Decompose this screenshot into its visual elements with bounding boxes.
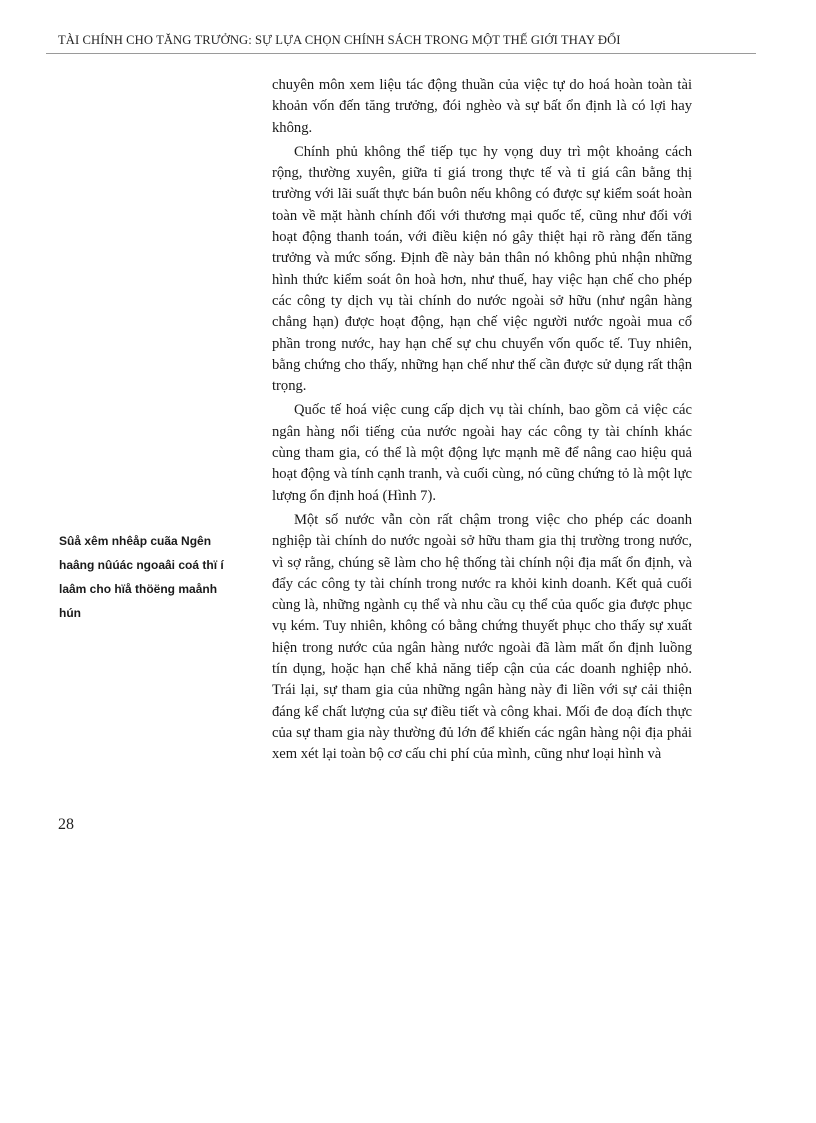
running-header: TÀI CHÍNH CHO TĂNG TRƯỞNG: SỰ LỰA CHỌN CHÍNH SÁCH TRONG MỘT THẾ GIỚI THAY ĐỔI (58, 33, 621, 47)
margin-note (59, 529, 259, 625)
paragraph-1: chuyên môn xem liệu tác động thuần của việc tự do hoá hoàn toàn tài khoản vốn đến tăng trưởng, đói nghèo và sự bất ổn định là có lợi hay không. (272, 77, 692, 136)
margin-note-line: hún (59, 606, 81, 620)
body-text (272, 75, 692, 769)
margin-note-line: laâm cho hïå thöëng maånh (59, 582, 218, 596)
paragraph-4: Một số nước vẫn còn rất chậm trong việc cho phép các doanh nghiệp tài chính do nước ngoài sở hữu tham gia thị trường trong nước, vì sợ rằng, chúng sẽ làm cho hệ thống tài chính nội địa mất ổn định, và đẩy các công ty tài chính trong nước ra khỏi kinh doanh. Kết quả cuối cùng là, những ngành cụ thể và nhu cầu cụ thể của quốc gia được phục vụ kém. Tuy nhiên, không có bằng chứng thuyết phục cho thấy sự xuất hiện trong nước của ngân hàng nước ngoài đã làm mất ổn định luồng tín dụng, hoặc hạn chế khả năng tiếp cận của các doanh nghiệp nhỏ. Trái lại, sự tham gia của những ngân hàng này đi liền với sự cải thiện đáng kể chất lượng của sự điều tiết và công khai. Mối đe doạ đích thực của sự tham gia này thường đủ lớn để khiến các ngân hàng nội địa phải xem xét lại toàn bộ cơ cấu chi phí của mình, cũng như loại hình và (272, 511, 692, 763)
paragraph-3: Quốc tế hoá việc cung cấp dịch vụ tài chính, bao gồm cả việc các ngân hàng nổi tiếng của nước ngoài hay các công ty tài chính khác cùng tham gia, có thể là một động lực mạnh mẽ để nâng cao hiệu quả hoạt động và tính cạnh tranh, và cuối cùng, nó cũng chứng tỏ là một lực lượng ổn định hoá (Hình 7). (272, 402, 692, 504)
paragraph-2: Chính phủ không thể tiếp tục hy vọng duy trì một khoảng cách rộng, thường xuyên, giữa tỉ giá trong thực tế và tỉ giá cân bằng thị trường với lãi suất thực bán buôn nếu không có được sự kiểm soát hoàn toàn về mặt hành chính đối với thương mại quốc tế, cũng như đối với hoạt động thanh toán, với điều kiện nó gây thiệt hại rõ ràng đến tăng trưởng và mức sống. Định đề này bản thân nó không phủ nhận những hình thức kiểm soát ôn hoà hơn, như thuế, hay việc hạn chế cho phép các công ty dịch vụ tài chính do nước ngoài sở hữu (như ngân hàng chẳng hạn) được hoạt động, hạn chế việc người nước ngoài mua cổ phần trong nước, hay hạn chế sự chu chuyển vốn quốc tế. Tuy nhiên, bằng chứng cho thấy, những hạn chế như thế cần được sử dụng rất thận trọng. (272, 143, 692, 395)
page-number: 28 (58, 816, 74, 833)
header-divider (46, 53, 756, 54)
margin-note-line: haâng nûúác ngoaâi coá thï í (59, 558, 224, 572)
margin-note-line: Sûå xêm nhêåp cuãa Ngên (59, 534, 212, 548)
